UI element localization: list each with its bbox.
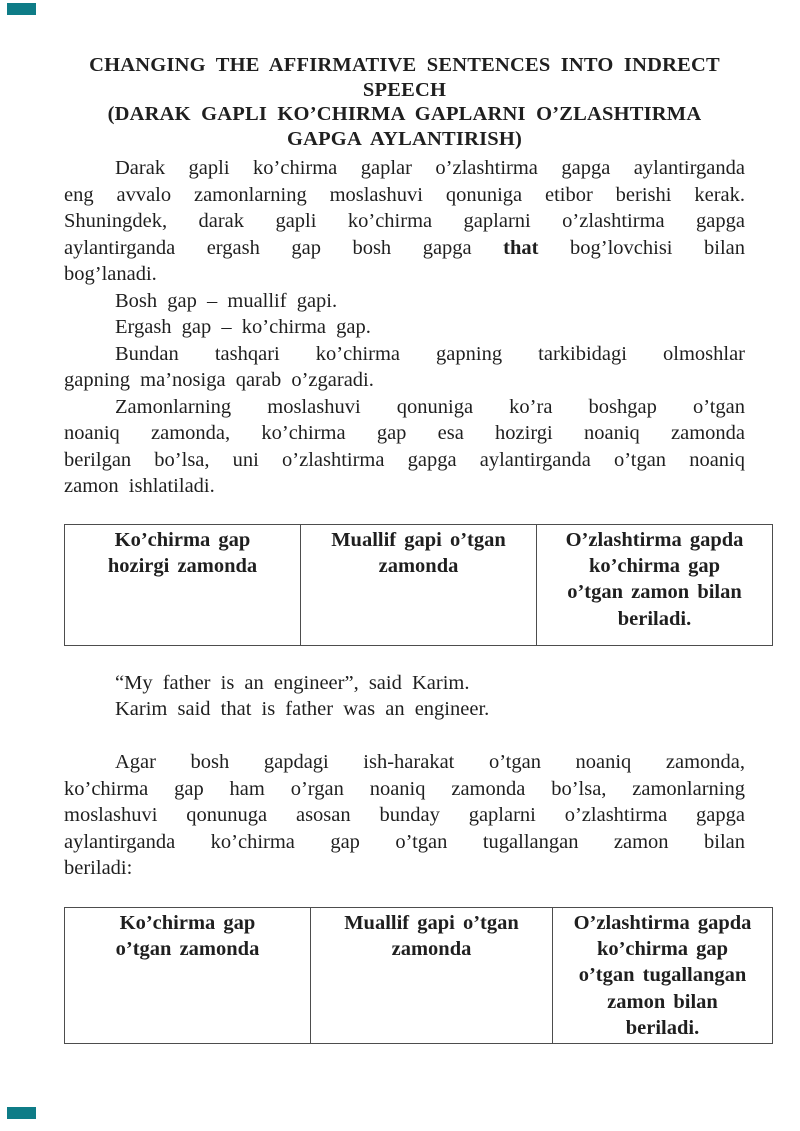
title-line: CHANGING THE AFFIRMATIVE SENTENCES INTO INDRECT: [89, 54, 720, 76]
text-segment: Shuningdek, darak gapli ko’chirma gaplarni o’zlashtirma gapga: [64, 210, 745, 233]
title-line: GAPGA AYLANTIRISH): [286, 127, 523, 150]
text-segment: zamon ishlatiladi.: [64, 475, 215, 498]
table-cell-line: O’zlashtirma gapda: [573, 911, 752, 934]
text-line: [64, 749, 745, 776]
paragraph: [64, 670, 745, 697]
table-cell-line: beriladi.: [617, 607, 692, 630]
table-row: [65, 524, 773, 645]
table-cell-line: zamonda: [378, 555, 459, 578]
paragraph: [64, 288, 745, 315]
table-past-tense: [64, 907, 773, 1044]
text-segment: berilgan bo’lsa, uni o’zlashtirma gapga aylantirganda o’tgan noaniq: [64, 448, 745, 471]
table-cell-line: Ko’chirma gap: [114, 528, 251, 551]
text-segment: ko’chirma gap ham o’rgan noaniq zamonda bo’lsa, zamonlarning: [64, 777, 745, 800]
document-body: [64, 53, 752, 1044]
text-line: [64, 367, 745, 394]
text-line: [64, 288, 745, 315]
table-cell-line: o’tgan zamon bilan: [567, 581, 742, 604]
text-segment: Bundan tashqari ko’chirma gapning tarkibidagi olmoshlar: [115, 342, 745, 365]
table-row: [65, 907, 773, 1043]
text-line: [64, 314, 745, 341]
table-cell: [537, 524, 773, 645]
text-segment: Ergash gap – ko’chirma gap.: [115, 316, 371, 339]
paragraph: [64, 749, 745, 882]
text-line: [64, 776, 745, 803]
page-marker-top: [7, 3, 36, 15]
table-cell: [301, 524, 537, 645]
title-line: SPEECH: [362, 78, 447, 101]
text-segment: bog’lanadi.: [64, 263, 157, 286]
text-segment: bog’lovchisi bilan: [538, 236, 745, 259]
table-cell-line: Ko’chirma gap: [119, 911, 256, 934]
text-line: [64, 696, 745, 723]
table-cell-line: zamon bilan: [607, 990, 718, 1013]
table-cell: [311, 907, 553, 1043]
text-line: [64, 182, 745, 209]
text-line: [64, 802, 745, 829]
table-cell-line: o’tgan tugallangan: [578, 964, 747, 987]
table-cell: [65, 907, 311, 1043]
text-segment: “My father is an engineer”, said Karim.: [115, 671, 470, 694]
paragraph: [64, 696, 745, 723]
text-line: [64, 235, 745, 262]
text-segment: Karim said that is father was an engineer.: [115, 698, 490, 721]
page-title: [64, 53, 745, 151]
text-segment: Zamonlarning moslashuvi qonuniga ko’ra boshgap o’tgan: [115, 395, 745, 418]
table-cell-line: hozirgi zamonda: [107, 555, 258, 578]
text-line: [64, 208, 745, 235]
text-line: [64, 473, 745, 500]
text-line: [64, 829, 745, 856]
table-cell-line: Muallif gapi o’tgan: [344, 911, 519, 934]
text-line: [64, 394, 745, 421]
paragraph: [64, 155, 745, 288]
text-segment: aylantirganda ko’chirma gap o’tgan tugallangan zamon bilan: [64, 830, 745, 853]
table-cell-line: Muallif gapi o’tgan: [331, 528, 506, 551]
table-present-tense: [64, 524, 773, 646]
text-line: [64, 155, 745, 182]
text-segment: beriladi:: [64, 857, 133, 880]
text-segment: Agar bosh gapdagi ish-harakat o’tgan noaniq zamonda,: [115, 751, 745, 774]
table-cell-line: ko’chirma gap: [588, 555, 721, 578]
text-segment: that: [503, 236, 539, 259]
table-cell-line: beriladi.: [625, 1017, 700, 1040]
text-segment: Darak gapli ko’chirma gaplar o’zlashtirma gapga aylantirganda: [115, 157, 745, 180]
text-segment: eng avvalo zamonlarning moslashuvi qonuniga etibor berishi kerak.: [64, 183, 745, 206]
table-cell-line: o’tgan zamonda: [115, 938, 260, 961]
paragraph: [64, 341, 745, 394]
paragraph: [64, 394, 745, 500]
text-line: [64, 447, 745, 474]
table-cell: [65, 524, 301, 645]
text-line: [64, 670, 745, 697]
text-line: [64, 855, 745, 882]
paragraph: [64, 314, 745, 341]
table-cell-line: O’zlashtirma gapda: [565, 528, 744, 551]
title-line: (DARAK GAPLI KO’CHIRMA GAPLARNI O’ZLASHTIRMA: [107, 103, 702, 126]
text-segment: noaniq zamonda, ko’chirma gap esa hozirgi noaniq zamonda: [64, 422, 745, 445]
page-marker-bottom: [7, 1107, 36, 1119]
text-segment: aylantirganda ergash gap bosh gapga: [64, 236, 504, 259]
text-segment: moslashuvi qonunuga asosan bunday gaplarni o’zlashtirma gapga: [64, 804, 745, 827]
table-cell-line: zamonda: [391, 938, 472, 961]
table-cell-line: ko’chirma gap: [596, 938, 729, 961]
text-line: [64, 420, 745, 447]
text-segment: gapning ma’nosiga qarab o’zgaradi.: [64, 369, 374, 392]
table-cell: [553, 907, 773, 1043]
text-line: [64, 341, 745, 368]
text-segment: Bosh gap – muallif gapi.: [115, 289, 338, 312]
text-line: [64, 261, 745, 288]
